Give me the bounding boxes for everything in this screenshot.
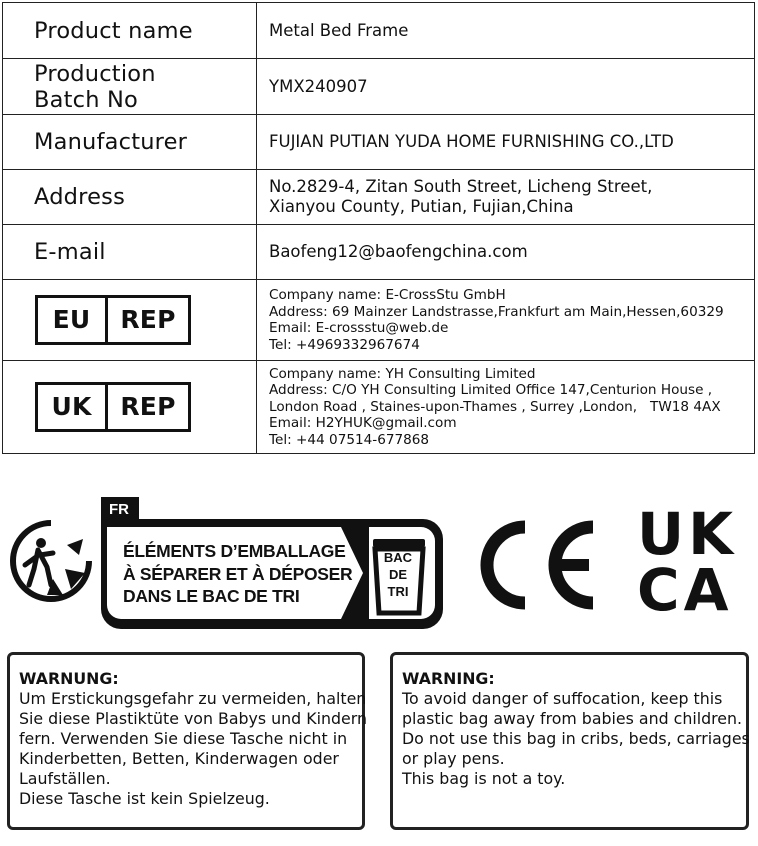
address-line: No.2829-4, Zitan South Street, Licheng Street, (269, 177, 653, 196)
uk-rep-badge (35, 382, 191, 432)
warning-title: WARNING: (402, 669, 495, 688)
bin-line: TRI (387, 584, 409, 599)
batch-label (3, 59, 257, 115)
eu-rep-details (257, 280, 755, 361)
product-name-value: Metal Bed Frame (257, 3, 755, 59)
sorting-line: ÉLÉMENTS D’EMBALLAGE (123, 541, 346, 561)
warning-line: or play pens. (402, 749, 505, 768)
warning-box-english (390, 652, 749, 830)
eu-rep-line: Email: E-crossstu@web.de (269, 320, 449, 336)
email-value: Baofeng12@baofengchina.com (257, 225, 755, 280)
warning-line: Um Erstickungsgefahr zu vermeiden, halten (19, 689, 367, 708)
bin-line: DE (388, 567, 408, 582)
uk-rep-line: Company name: YH Consulting Limited (269, 365, 536, 382)
ukca-mark (637, 500, 755, 624)
warning-line: Sie diese Plastiktüte von Babys und Kindern (19, 709, 367, 728)
sorting-line: À SÉPARER ET À DÉPOSER (123, 563, 353, 584)
product-name-label: Product name (3, 3, 257, 59)
uk-rep-badge-left: UK (38, 385, 108, 429)
uk-rep-line: Address: C/O YH Consulting Limited Office 147,Centurion House , (269, 382, 713, 399)
bin-line: BAC (383, 550, 413, 565)
table-row (3, 115, 755, 170)
warning-line: Laufställen. (19, 769, 111, 788)
warning-line: To avoid danger of suffocation, keep this (402, 689, 723, 708)
table-row (3, 59, 755, 115)
ukca-line: CA (637, 556, 733, 624)
product-info-table (2, 2, 755, 454)
manufacturer-value: FUJIAN PUTIAN YUDA HOME FURNISHING CO.,LTD (257, 115, 755, 170)
email-label: E-mail (3, 225, 257, 280)
table-row (3, 170, 755, 225)
manufacturer-label: Manufacturer (3, 115, 257, 170)
warning-line: Kinderbetten, Betten, Kinderwagen oder (19, 749, 339, 768)
table-row (3, 361, 755, 454)
triman-recycling-icon (7, 517, 95, 605)
warning-line: Do not use this bag in cribs, beds, carriages (402, 729, 750, 748)
uk-rep-line: Email: H2YHUK@gmail.com (269, 415, 457, 432)
address-line: Xianyou County, Putian, Fujian,China (269, 197, 574, 216)
eu-rep-line: Address: 69 Mainzer Landstrasse,Frankfurt am Main,Hessen,60329 (269, 303, 724, 320)
fr-tag: FR (109, 501, 129, 518)
address-label: Address (3, 170, 257, 225)
compliance-logos (0, 497, 758, 631)
address-value (257, 170, 755, 225)
table-row (3, 3, 755, 59)
batch-label-line: Batch No (34, 86, 139, 113)
uk-rep-badge-cell (3, 361, 257, 454)
warning-line: plastic bag away from babies and children. (402, 709, 743, 728)
uk-rep-line: London Road , Staines-upon-Thames , Surrey ,London, TW18 4AX (269, 398, 721, 415)
warning-line: fern. Verwenden Sie diese Tasche nicht in (19, 729, 348, 748)
bin-label (378, 549, 418, 600)
eu-rep-badge-left: EU (38, 298, 108, 342)
warning-title: WARNUNG: (19, 669, 119, 688)
ce-mark-icon (471, 519, 601, 611)
ukca-line: UK (637, 500, 738, 568)
warning-line: Diese Tasche ist kein Spielzeug. (19, 789, 270, 808)
warning-box-german (7, 652, 365, 830)
eu-rep-line: Company name: E-CrossStu GmbH (269, 287, 506, 303)
uk-rep-line: Tel: +44 07514-677868 (269, 431, 430, 448)
batch-label-line: Production (34, 60, 156, 87)
warning-line: This bag is not a toy. (402, 769, 566, 788)
info-tri-logo (101, 497, 461, 633)
eu-rep-badge-right: REP (120, 305, 176, 334)
eu-rep-line: Tel: +4969332967674 (269, 336, 420, 353)
table-row (3, 280, 755, 361)
sorting-line: DANS LE BAC DE TRI (123, 586, 300, 606)
uk-rep-badge-right: REP (120, 392, 176, 421)
eu-rep-badge (35, 295, 191, 345)
uk-rep-details (257, 361, 755, 454)
batch-value: YMX240907 (257, 59, 755, 115)
table-row (3, 225, 755, 280)
eu-rep-badge-cell (3, 280, 257, 361)
sorting-instructions (123, 540, 352, 608)
